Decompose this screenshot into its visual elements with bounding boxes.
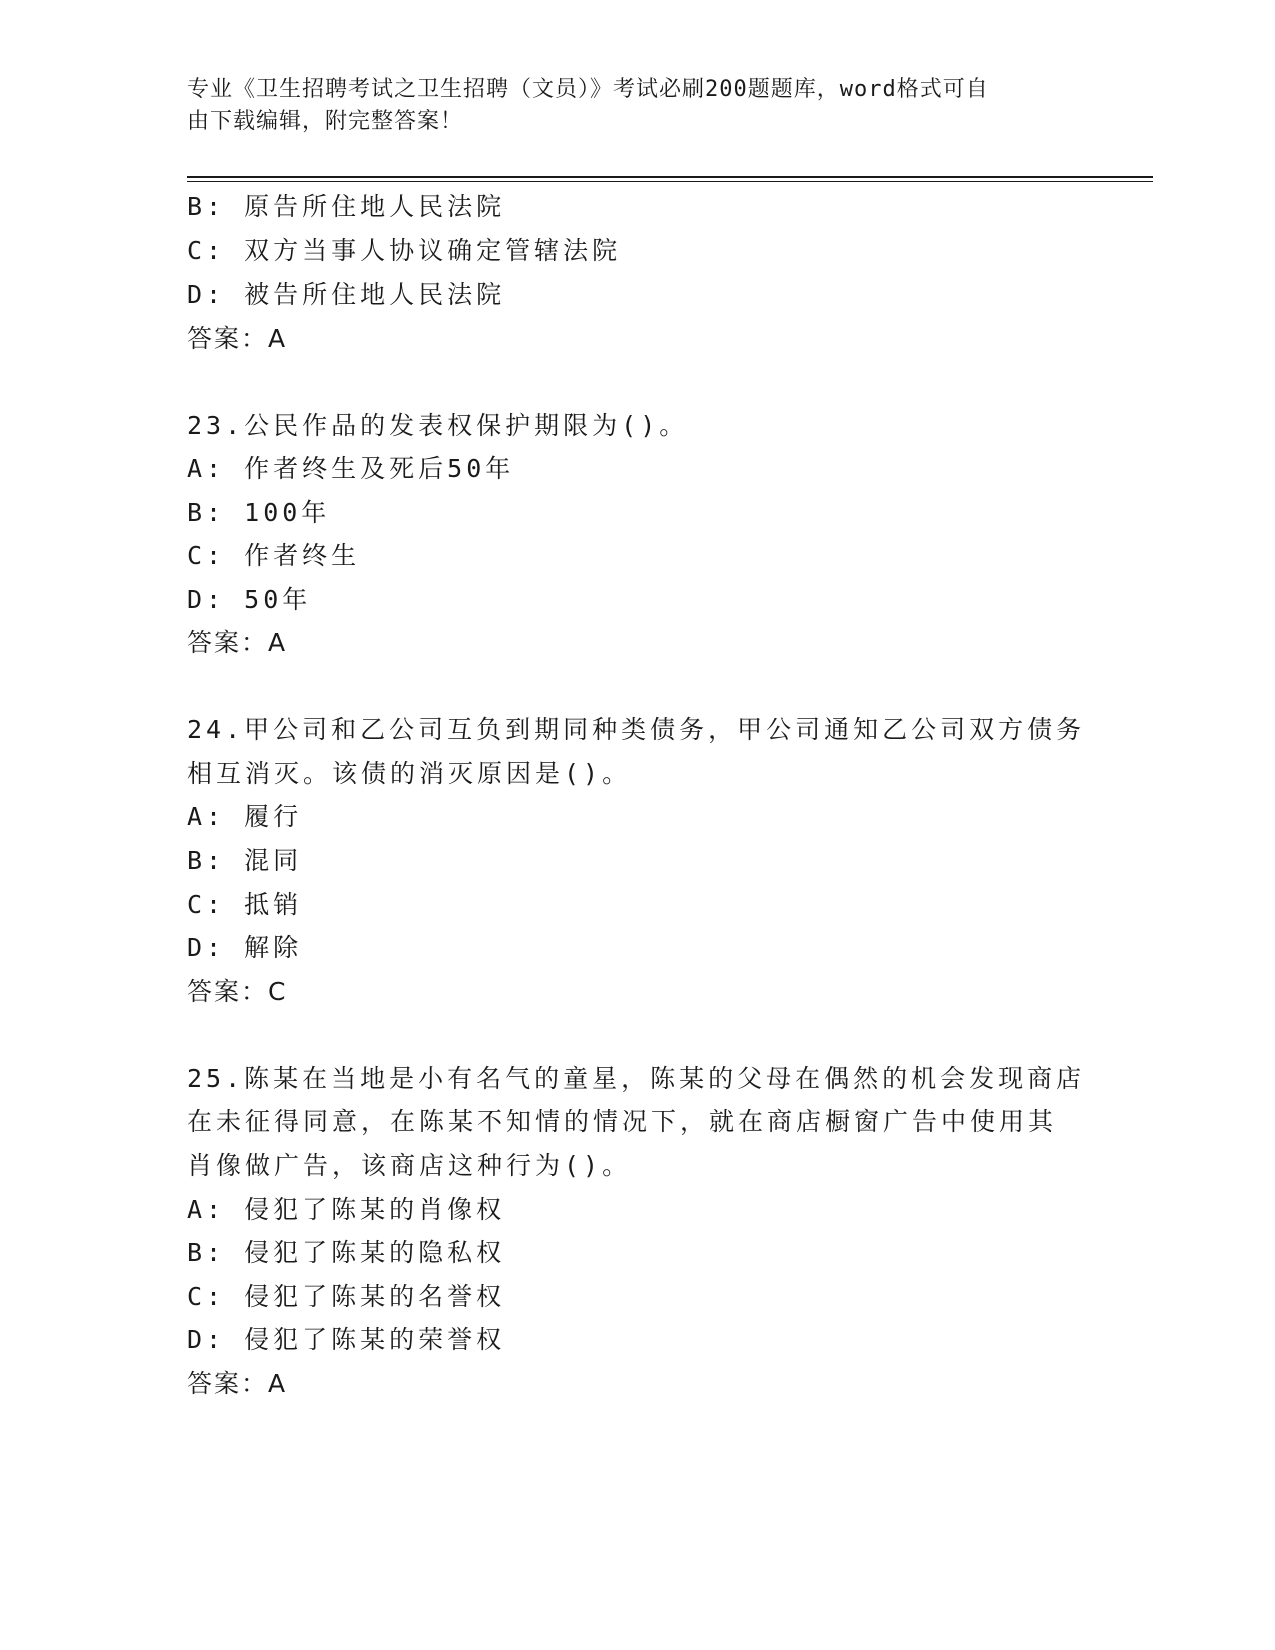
question-25-stem-line-2: 在未征得同意，在陈某不知情的情况下，就在商店橱窗广告中使用其 <box>187 1107 1058 1136</box>
question-24-stem-line-1: 24.甲公司和乙公司互负到期同种类债务，甲公司通知乙公司双方债务 <box>187 715 1086 744</box>
question-25-stem-line-3: 肖像做广告，该商店这种行为()。 <box>187 1151 632 1180</box>
question-24-stem-line-2: 相互消灭。该债的消灭原因是()。 <box>187 759 632 788</box>
question-23-option-a: A: 作者终生及死后50年 <box>187 454 515 483</box>
header-divider-thick <box>187 176 1153 178</box>
option-b: B: 原告所住地人民法院 <box>187 192 506 221</box>
question-23-option-c: C: 作者终生 <box>187 541 361 570</box>
question-23-answer: 答案：A <box>187 628 288 657</box>
question-24-option-d: D: 解除 <box>187 933 303 962</box>
document-header <box>187 74 1067 138</box>
question-25-option-b: B: 侵犯了陈某的隐私权 <box>187 1238 506 1267</box>
question-25-option-c: C: 侵犯了陈某的名誉权 <box>187 1282 506 1311</box>
question-25-option-d: D: 侵犯了陈某的荣誉权 <box>187 1325 506 1354</box>
question-23-option-b: B: 100年 <box>187 498 331 527</box>
option-d: D: 被告所住地人民法院 <box>187 280 506 309</box>
question-25-stem-line-1: 25.陈某在当地是小有名气的童星，陈某的父母在偶然的机会发现商店 <box>187 1064 1086 1093</box>
header-line-2: 由下载编辑，附完整答案！ <box>187 109 464 134</box>
question-23-stem: 23.公民作品的发表权保护期限为()。 <box>187 411 689 440</box>
option-c: C: 双方当事人协议确定管辖法院 <box>187 236 622 265</box>
question-25-option-a: A: 侵犯了陈某的肖像权 <box>187 1195 506 1224</box>
header-line-1: 专业《卫生招聘考试之卫生招聘（文员）》考试必刷200题题库，word格式可自 <box>187 77 989 102</box>
question-24-option-a: A: 履行 <box>187 802 303 831</box>
question-23-option-d: D: 50年 <box>187 585 312 614</box>
answer-line: 答案：A <box>187 324 288 353</box>
question-25-answer: 答案：A <box>187 1369 288 1398</box>
header-divider-thin <box>187 181 1153 182</box>
question-24-answer: 答案：C <box>187 977 288 1006</box>
question-24-option-b: B: 混同 <box>187 846 303 875</box>
question-24-option-c: C: 抵销 <box>187 890 303 919</box>
